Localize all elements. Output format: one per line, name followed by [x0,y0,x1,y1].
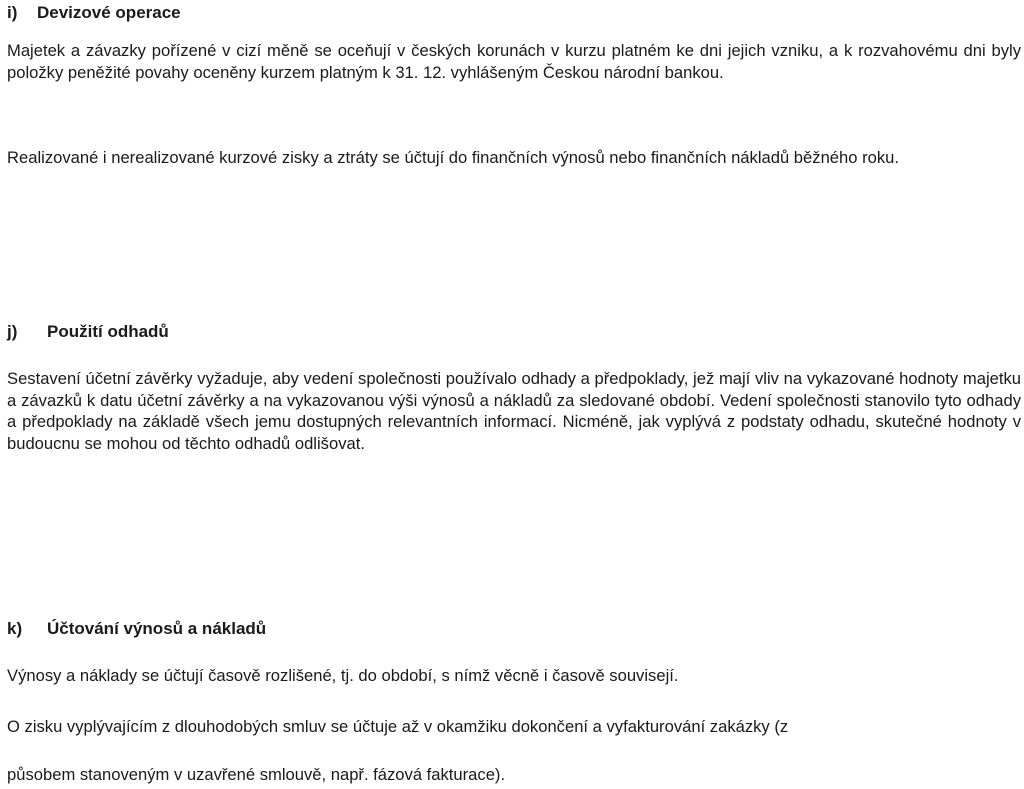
paragraph: O zisku vyplývajícím z dlouhodobých smluv se účtuje až v okamžiku dokončení a vyfakturování zakázky (z [7,717,789,736]
section-marker: j) [7,322,18,341]
section-marker: i) [7,3,18,22]
paragraph: působem stanoveným v uzavřené smlouvě, např. fázová fakturace). [7,765,506,784]
paragraph: Výnosy a náklady se účtují časově rozlišené, tj. do období, s nímž věcně i časově souvisejí. [7,666,679,685]
section-title: Použití odhadů [47,322,169,341]
section-heading-i [7,3,181,23]
section-marker: k) [7,619,23,638]
section-heading-j [7,322,169,342]
paragraph: Realizované i nerealizované kurzové zisky a ztráty se účtují do finančních výnosů nebo finančních nákladů běžného roku. [7,148,899,167]
paragraph: Majetek a závazky pořízené v cizí měně se oceňují v českých korunách v kurzu platném ke dni jejich vzniku, a k rozvahovému dni byly položky peněžité povahy oceněny kurzem platným k 31. 12. vyhlášeným Českou národní bankou. [7,41,1021,82]
section-title: Devizové operace [37,3,181,22]
paragraph: Sestavení účetní závěrky vyžaduje, aby vedení společnosti používalo odhady a předpoklady, jež mají vliv na vykazované hodnoty majetku a závazků k datu účetní závěrky a na vykazovanou výši výnosů a nákladů za sledované období. Vedení společnosti stanovilo tyto odhady a předpoklady na základě všech jemu dostupných relevantních informací. Nicméně, jak vyplývá z podstaty odhadu, skutečné hodnoty v budoucnu se mohou od těchto odhadů odlišovat. [7,369,1021,453]
section-title: Účtování výnosů a nákladů [47,619,267,638]
section-heading-k [7,619,266,639]
